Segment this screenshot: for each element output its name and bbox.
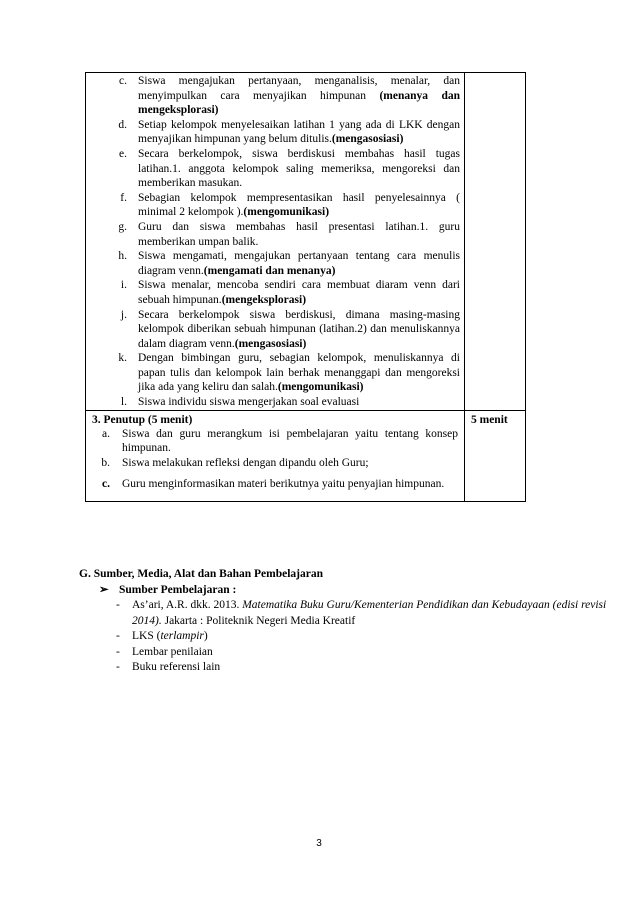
dash-bullet: - [116,661,120,673]
reference-item [116,629,619,645]
activity-row [86,73,526,411]
step-text [138,74,460,118]
activity-type-tag: (menanya dan mengeksplorasi) [138,89,460,117]
closing-steps [86,427,464,502]
text-segment: Guru dan siswa membahas hasil presentasi latihan.1. guru memberikan umpan balik. [138,220,460,248]
text-segment: Siswa mengajukan pertanyaan, menganalisis, menalar, dan menyimpulkan cara menyajikan himpunan [138,75,460,102]
activity-type-tag: (mengasosiasi) [234,337,307,350]
reference-item [116,598,619,629]
italic-text: Matematika Buku Guru/Kementerian Pendidikan dan Kebudayaan (edisi revisi 2014). [132,599,607,627]
step-text [138,249,460,278]
section-g-title: G. Sumber, Media, Alat dan Bahan Pembelajaran [79,568,323,580]
text-segment: LKS ( [132,630,161,642]
activity-cell [86,73,465,411]
activity-type-tag: (mengeksplorasi) [221,293,307,306]
step-text [138,308,460,352]
activity-steps [86,73,464,410]
activity-step [86,191,460,220]
sub-heading-label: Sumber Pembelajaran : [119,584,237,596]
closing-duration-cell [465,410,526,502]
activity-step [86,147,460,191]
step-label: c. [119,75,127,87]
activity-step [86,278,460,307]
activity-step [86,74,460,118]
step-label: b. [101,456,110,469]
step-label: k. [118,352,127,365]
section-g [79,566,619,676]
closing-step [86,427,458,456]
text-segment: Siswa individu siswa mengerjakan soal evaluasi [138,396,360,409]
step-label: a. [102,427,110,440]
activity-type-tag: (mengasosiasi) [331,133,404,146]
activity-step [86,351,460,395]
sub-heading [99,582,619,598]
text-segment: Jakarta : Politeknik Negeri Media Kreatif [161,614,356,627]
activity-type-tag: (mengomunikasi) [277,381,364,394]
closing-step [86,456,458,471]
step-label: i. [120,279,127,292]
activity-step [86,308,460,352]
reference-item [116,660,619,676]
text-segment: As’ari, A.R. dkk. 2013. [132,599,243,611]
step-text [138,191,460,220]
step-text: Siswa melakukan refleksi dengan dipandu oleh Guru; [122,456,369,469]
page-number: 3 [316,838,322,849]
activity-step [86,249,460,278]
step-text [138,220,460,249]
step-label: f. [120,191,127,204]
text-segment: Secara berkelompok, siswa berdiskusi membahas hasil tugas latihan.1. anggota kelompok saling memeriksa, mengoreksi dan memberikan masukan. [138,147,460,190]
text-segment: Sebagian kelompok mempresentasikan hasil penyelesainnya ( minimal 2 kelompok ). [138,191,460,219]
arrow-bullet-icon: ➢ [99,584,109,596]
lesson-table [85,72,523,502]
dash-bullet: - [116,645,120,658]
activity-step [86,220,460,249]
step-text [138,395,460,410]
reference-text [132,660,220,676]
step-label: l. [120,396,127,409]
step-label: g. [118,220,127,233]
step-label: e. [119,147,127,160]
reference-item [116,645,619,661]
text-segment: Setiap kelompok menyelesaikan latihan 1 yang ada di LKK dengan menyajikan himpunan yang belum ditulis. [138,118,460,146]
text-segment: ) [203,630,208,642]
step-text [138,118,460,147]
text-segment: Lembar penilaian [132,645,213,658]
text-segment: Siswa mengamati, mengajukan pertanyaan tentang cara menulis diagram venn. [138,250,460,277]
dash-bullet: - [116,599,120,611]
activity-step [86,118,460,147]
step-label: h. [118,250,127,263]
step-label: c. [102,478,110,491]
reference-text [132,629,208,645]
text-segment: Secara berkelompok siswa berdiskusi, dimana masing-masing kelompok diberikan sebuah himpunan (latihan.2) dan menuliskannya dalam diagram venn. [138,308,460,350]
step-text [138,351,460,395]
closing-cell [86,410,465,502]
italic-text: terlampir [160,630,204,642]
text-segment: Buku referensi lain [132,661,221,673]
reference-text [132,645,213,661]
closing-heading: 3. Penutup (5 menit) [92,413,193,426]
step-text [138,278,460,307]
dash-bullet: - [116,630,120,642]
activity-type-tag: (mengamati dan menanya) [203,264,336,277]
step-text: Guru menginformasikan materi berikutnya yaitu penyajian himpunan. [122,478,445,491]
text-segment: Dengan bimbingan guru, sebagian kelompok, menuliskannya di papan tulis dan kelompok lain berhak menanggapi dan mengoreksi jika ada yang keliru dan salah. [138,352,460,394]
reference-list [116,598,619,676]
step-text: Siswa dan guru merangkum isi pembelajaran yaitu tentang konsep himpunan. [122,427,458,455]
closing-step [86,470,458,495]
step-text [138,147,460,191]
reference-text [132,598,619,629]
activity-type-tag: (mengomunikasi) [243,206,330,219]
step-label: j. [120,308,127,321]
text-segment: Siswa menalar, mencoba sendiri cara membuat diaram venn dari sebuah himpunan. [138,279,460,306]
duration-cell-empty [465,73,526,411]
step-label: d. [118,118,127,131]
closing-row [86,410,526,502]
activity-step [86,395,460,410]
closing-duration: 5 menit [471,413,508,426]
